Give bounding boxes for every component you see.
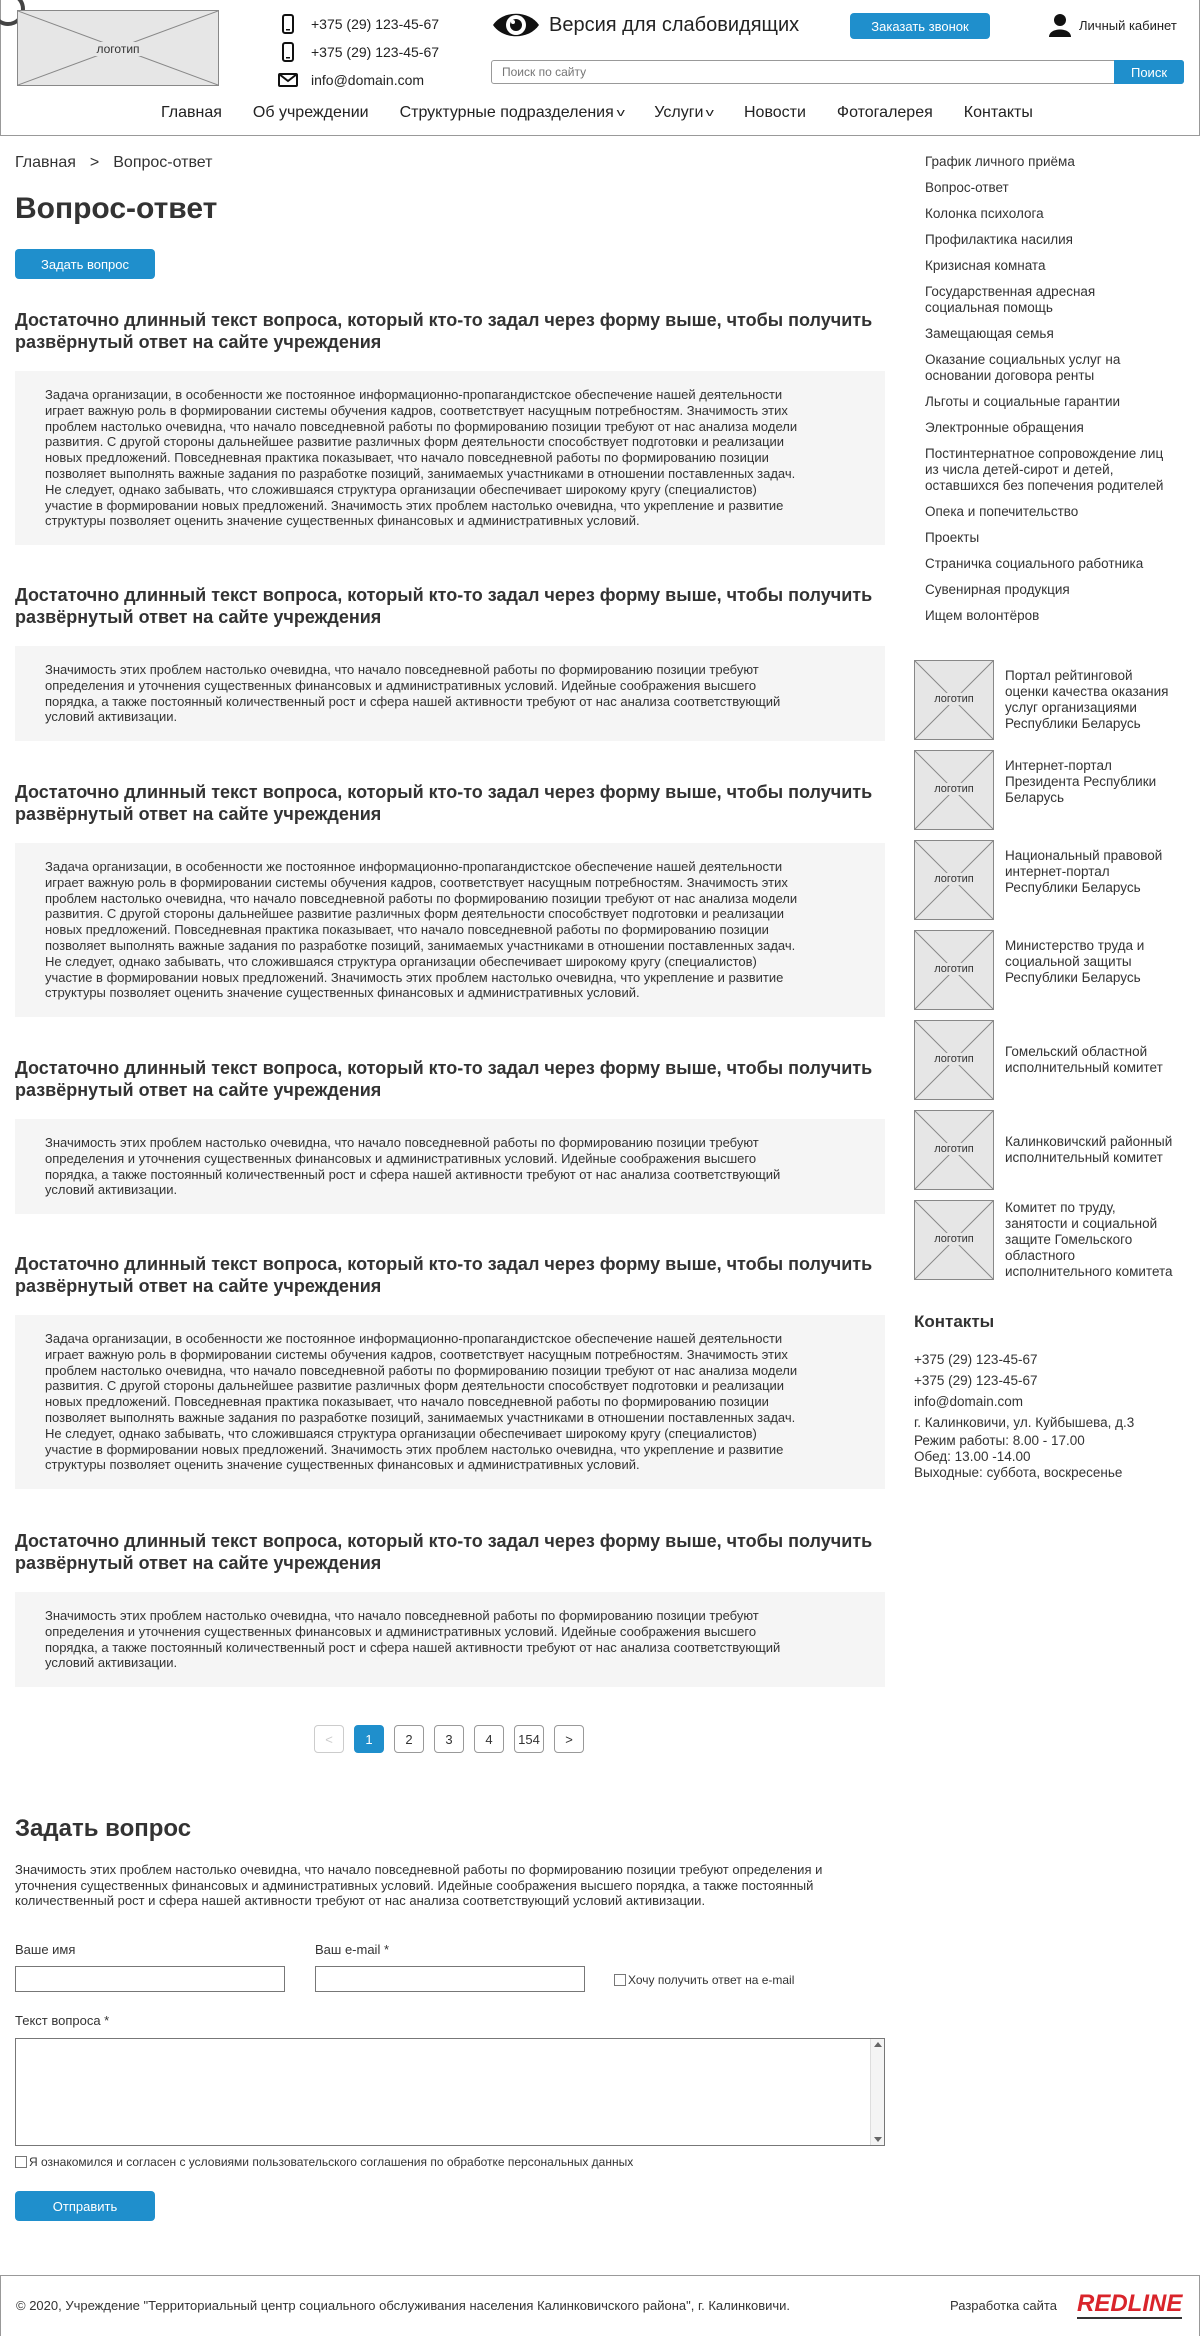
contact-lunch: Обед: 13.00 -14.00 bbox=[914, 1449, 1031, 1464]
agreement-option[interactable] bbox=[15, 2155, 633, 2169]
sidebar-item[interactable] bbox=[925, 180, 1009, 196]
email-label: Ваш e-mail * bbox=[315, 1942, 390, 1957]
ask-form-intro bbox=[15, 1862, 895, 1909]
answer-line: позволяет выполнять важные задания по разработке позиций, занимаемых участниками в отношении поставленных задач. bbox=[45, 937, 796, 953]
sidebar-item-label: Сувенирная продукция bbox=[925, 582, 1070, 597]
sidebar-item-label: Замещающая семья bbox=[925, 326, 1054, 341]
email-reply-option[interactable] bbox=[614, 1973, 794, 1987]
sidebar-item[interactable] bbox=[925, 258, 1045, 274]
partner-text bbox=[1005, 1200, 1173, 1280]
partner-logo-text: логотип bbox=[931, 1143, 976, 1155]
partner-logo bbox=[914, 1110, 994, 1190]
answer-line: Задача организации, в особенности же постоянное информационно-пропагандистское обеспечение нашей деятельности bbox=[45, 1331, 783, 1346]
sidebar-item-label: Оказание социальных услуг на bbox=[925, 352, 1121, 367]
answer-line: порядка, а также постоянный количественный рост и сфера нашей активности требуют от нас анализа соответствующий bbox=[45, 1166, 781, 1182]
sidebar-item-label: Профилактика насилия bbox=[925, 232, 1073, 247]
pagination bbox=[314, 1725, 594, 1753]
site-footer bbox=[0, 2275, 1200, 2336]
main-nav bbox=[161, 104, 1064, 122]
partner-link[interactable] bbox=[914, 840, 1184, 920]
partner-text bbox=[1005, 848, 1162, 920]
answer-line: Значимость этих проблем настолько очевидна, что начало повседневной работы по формированию позиции требуют bbox=[45, 1608, 759, 1623]
partner-line: Национальный правовой bbox=[1005, 848, 1163, 863]
partner-line: исполнительный комитет bbox=[1005, 1150, 1163, 1165]
sidebar-item[interactable] bbox=[925, 556, 1143, 572]
partner-logo-text: логотип bbox=[931, 963, 976, 975]
sidebar-item-label: Постинтернатное сопровождение лиц bbox=[925, 446, 1164, 461]
partner-logo bbox=[914, 1020, 994, 1100]
phone-icon bbox=[277, 14, 299, 34]
answer-line: новых предложений. Повседневная практика показывает, что начало повседневной работы по формированию позиции bbox=[45, 922, 769, 938]
nav-item-label: Фотогалерея bbox=[836, 104, 933, 121]
chevron-down-icon: v bbox=[616, 107, 625, 119]
partner-text bbox=[1005, 1134, 1172, 1190]
ask-form-title: Задать вопрос bbox=[15, 1815, 192, 1842]
partner-logo-text: логотип bbox=[931, 1233, 976, 1245]
qa-item bbox=[15, 781, 885, 1017]
nav-item-label: Структурные подразделения bbox=[399, 104, 614, 121]
email-input[interactable] bbox=[315, 1966, 585, 1992]
answer-line: проблем настолько очевидна, что начало повседневной работы по формированию позиции требуют от нас анализа модели bbox=[45, 890, 798, 906]
sidebar-item[interactable] bbox=[925, 446, 1163, 494]
answer-line: играет важную роль в формировании системы обучения кадров, соответствует насущным потребностям. Значимость этих bbox=[45, 1346, 788, 1362]
partner-line: Республики Беларусь bbox=[1005, 970, 1141, 985]
sidebar-item-label: оставшихся без попечения родителей bbox=[925, 478, 1164, 493]
partner-logo-text: логотип bbox=[931, 873, 976, 885]
partner-line: интернет-портал bbox=[1005, 864, 1110, 879]
sidebar-item-label: Электронные обращения bbox=[925, 420, 1084, 435]
sidebar-contacts-title: Контакты bbox=[914, 1312, 995, 1331]
qa-answer bbox=[15, 1315, 885, 1489]
partner-logo-text: логотип bbox=[931, 693, 976, 705]
question-textarea[interactable] bbox=[15, 2038, 885, 2146]
agreement-checkbox[interactable] bbox=[15, 2156, 27, 2168]
site-logo[interactable] bbox=[17, 10, 219, 86]
accessibility-label: Версия для слабовидящих bbox=[549, 13, 800, 36]
sidebar-item[interactable] bbox=[925, 352, 1120, 384]
pagination-page[interactable]: 4 bbox=[474, 1725, 504, 1753]
answer-line: структуры позволяет оценить значение существенных финансовых и административных условий. bbox=[45, 1457, 640, 1473]
email-reply-label: Хочу получить ответ на e-mail bbox=[628, 1973, 795, 1987]
answer-line: структуры позволяет оценить значение существенных финансовых и административных условий. bbox=[45, 513, 640, 529]
nav-item-label: Контакты bbox=[963, 104, 1033, 121]
answer-line: Задача организации, в особенности же постоянное информационно-пропагандистское обеспечение нашей деятельности bbox=[45, 859, 783, 874]
header-email[interactable]: info@domain.com bbox=[311, 72, 425, 88]
partner-line: Портал рейтинговой bbox=[1005, 668, 1133, 683]
answer-line: Значимость этих проблем настолько очевидна, что начало повседневной работы по формированию позиции требуют bbox=[45, 1135, 759, 1150]
answer-line: Не следует, однако забывать, что сложившаяся структура организации обеспечивает широкому кругу (специалистов) bbox=[45, 953, 757, 969]
submit-button[interactable]: Отправить bbox=[15, 2191, 155, 2221]
partner-line: защите Гомельского bbox=[1005, 1232, 1133, 1247]
answer-line: играет важную роль в формировании системы обучения кадров, соответствует насущным потребностям. Значимость этих bbox=[45, 402, 788, 418]
partner-logo-text: логотип bbox=[931, 783, 976, 795]
page-title: Вопрос-ответ bbox=[15, 192, 218, 225]
name-label: Ваше имя bbox=[15, 1942, 76, 1957]
answer-line: позволяет выполнять важные задания по разработке позиций, занимаемых участниками в отношении поставленных задач. bbox=[45, 465, 796, 481]
scroll-up-icon[interactable] bbox=[874, 2042, 882, 2047]
answer-line: проблем настолько очевидна, что начало повседневной работы по формированию позиции требуют от нас анализа модели bbox=[45, 418, 798, 434]
accessibility-link[interactable] bbox=[491, 8, 799, 42]
answer-line: Не следует, однако забывать, что сложившаяся структура организации обеспечивает широкому кругу (специалистов) bbox=[45, 1425, 757, 1441]
sidebar-item-label: основании договора ренты bbox=[925, 368, 1095, 383]
contact-weekend: Выходные: суббота, воскресенье bbox=[914, 1465, 1123, 1480]
intro-line: Значимость этих проблем настолько очевидна, что начало повседневной работы по формированию позиции требуют определения и bbox=[15, 1862, 823, 1877]
qa-item bbox=[15, 309, 885, 545]
nav-item-label: Главная bbox=[161, 104, 222, 121]
qa-answer bbox=[15, 1119, 885, 1214]
sidebar-item-label: График личного приёма bbox=[925, 154, 1075, 169]
partner-line: областного bbox=[1005, 1248, 1076, 1263]
contact-phone[interactable]: +375 (29) 123-45-67 bbox=[914, 1352, 1038, 1367]
answer-line: порядка, а также постоянный количественный рост и сфера нашей активности требуют от нас анализа соответствующий bbox=[45, 693, 781, 709]
agreement-label: Я ознакомился и согласен с условиями пользовательского соглашения по обработке персональных данных bbox=[29, 2155, 634, 2169]
contact-phone[interactable]: +375 (29) 123-45-67 bbox=[914, 1373, 1038, 1388]
answer-line: участие в формировании новых предложений. Значимость этих проблем настолько очевидна, что укрепление и развитие bbox=[45, 497, 784, 513]
nav-item-departments[interactable] bbox=[400, 104, 624, 122]
pagination-page[interactable]: 2 bbox=[394, 1725, 424, 1753]
qa-question: Достаточно длинный текст вопроса, который кто-то задал через форму выше, чтобы получить развёрнутый ответ на сайте учреждения bbox=[15, 1531, 873, 1573]
partner-line: Интернет-портал bbox=[1005, 758, 1112, 773]
phone-icon bbox=[277, 42, 299, 62]
breadcrumb-current: Вопрос-ответ bbox=[113, 154, 213, 171]
partner-logo bbox=[914, 840, 994, 920]
nav-item-label: Новости bbox=[743, 104, 806, 121]
partner-logo bbox=[914, 750, 994, 830]
pagination-next[interactable]: > bbox=[554, 1725, 584, 1753]
partner-line: Республики Беларусь bbox=[1005, 716, 1141, 731]
partner-line: исполнительный комитет bbox=[1005, 1060, 1163, 1075]
answer-line: определения и уточнения существенных финансовых и административных условий. Идейные соображения высшего bbox=[45, 677, 757, 693]
sidebar-item[interactable] bbox=[925, 154, 1075, 170]
ask-question-button[interactable]: Задать вопрос bbox=[15, 249, 155, 279]
partner-line: Калинковичский районный bbox=[1005, 1134, 1173, 1149]
personal-cabinet-link[interactable] bbox=[1049, 13, 1177, 37]
chevron-down-icon: v bbox=[706, 107, 715, 119]
nav-item-gallery[interactable] bbox=[837, 104, 933, 122]
sidebar-item[interactable] bbox=[925, 608, 1039, 624]
partner-logo bbox=[914, 930, 994, 1010]
partner-line: оценки качества оказания bbox=[1005, 684, 1169, 699]
contact-address: г. Калинковичи, ул. Куйбышева, д.3 bbox=[914, 1415, 1135, 1430]
pagination-prev[interactable]: < bbox=[314, 1725, 344, 1753]
nav-item-services[interactable] bbox=[654, 104, 713, 122]
sidebar-item-label: из числа детей-сирот и детей, bbox=[925, 462, 1114, 477]
sidebar-item[interactable] bbox=[925, 284, 1095, 316]
answer-line: участие в формировании новых предложений. Значимость этих проблем настолько очевидна, что укрепление и развитие bbox=[45, 969, 784, 985]
user-icon bbox=[1049, 13, 1071, 37]
logo-text: логотип bbox=[92, 42, 143, 56]
intro-line: уточнения существенных финансовых и административных условий. Идейные соображения высшего порядка, а также постоянный bbox=[15, 1877, 814, 1893]
partner-line: Беларусь bbox=[1005, 790, 1065, 805]
answer-line: участие в формировании новых предложений. Значимость этих проблем настолько очевидна, что укрепление и развитие bbox=[45, 1441, 784, 1457]
nav-item-about[interactable] bbox=[253, 104, 369, 122]
answer-line: Не следует, однако забывать, что сложившаяся структура организации обеспечивает широкому кругу (специалистов) bbox=[45, 481, 757, 497]
answer-line: Значимость этих проблем настолько очевидна, что начало повседневной работы по формированию позиции требуют bbox=[45, 662, 759, 677]
answer-line: развития. С другой стороны дальнейшее развитие различных форм деятельности способствует подготовки и реализации bbox=[45, 434, 785, 450]
answer-line: играет важную роль в формировании системы обучения кадров, соответствует насущным потребностям. Значимость этих bbox=[45, 874, 788, 890]
sidebar-item-label: Опека и попечительство bbox=[925, 504, 1079, 519]
answer-line: определения и уточнения существенных финансовых и административных условий. Идейные соображения высшего bbox=[45, 1623, 757, 1639]
partner-logo bbox=[914, 660, 994, 740]
cabinet-label: Личный кабинет bbox=[1079, 17, 1177, 33]
textarea-scrollbar[interactable] bbox=[870, 2039, 884, 2145]
contact-hours: Режим работы: 8.00 - 17.00 bbox=[914, 1433, 1085, 1448]
sidebar-item-label: Колонка психолога bbox=[925, 206, 1044, 221]
qa-item bbox=[15, 584, 885, 741]
contact-email[interactable]: info@domain.com bbox=[914, 1394, 1024, 1409]
sidebar-contacts bbox=[914, 1349, 1134, 1481]
qa-question: Достаточно длинный текст вопроса, который кто-то задал через форму выше, чтобы получить развёрнутый ответ на сайте учреждения bbox=[15, 585, 873, 627]
mail-icon bbox=[277, 73, 299, 87]
nav-item-home[interactable] bbox=[161, 104, 222, 122]
partner-link[interactable] bbox=[914, 660, 1184, 740]
header-phone-2[interactable]: +375 (29) 123-45-67 bbox=[311, 44, 440, 60]
search-button[interactable]: Поиск bbox=[1114, 60, 1184, 84]
search-bar bbox=[491, 60, 1184, 84]
pagination-page[interactable]: 3 bbox=[434, 1725, 464, 1753]
sidebar-item[interactable] bbox=[925, 394, 1120, 410]
sidebar-item[interactable] bbox=[925, 232, 1073, 248]
partner-link[interactable] bbox=[914, 1200, 1184, 1280]
question-label: Текст вопроса * bbox=[15, 2013, 110, 2028]
qa-answer bbox=[15, 371, 885, 545]
breadcrumb bbox=[15, 154, 213, 172]
partner-line: Президента Республики bbox=[1005, 774, 1157, 789]
sidebar-item[interactable] bbox=[925, 582, 1070, 598]
sidebar-item[interactable] bbox=[925, 326, 1054, 342]
name-input[interactable] bbox=[15, 1966, 285, 1992]
sidebar-item-label: Страничка социального работника bbox=[925, 556, 1144, 571]
sidebar-item-label: Вопрос-ответ bbox=[925, 180, 1009, 195]
intro-line: количественный рост и сфера нашей активности требуют от нас анализа соответствующий условий активизации. bbox=[15, 1893, 706, 1908]
sidebar-item-label: Государственная адресная bbox=[925, 284, 1096, 299]
partner-logo-text: логотип bbox=[931, 1053, 976, 1065]
footer-copyright: © 2020, Учреждение "Территориальный центр социального обслуживания населения Калинковичского района", г. Калинковичи. bbox=[16, 2298, 791, 2313]
nav-item-label: Услуги bbox=[654, 104, 704, 121]
partner-link[interactable] bbox=[914, 750, 1184, 830]
partner-line: услуг организациями bbox=[1005, 700, 1137, 715]
partner-link[interactable] bbox=[914, 930, 1184, 1010]
answer-line: проблем настолько очевидна, что начало повседневной работы по формированию позиции требуют от нас анализа модели bbox=[45, 1362, 798, 1378]
answer-line: структуры позволяет оценить значение существенных финансовых и административных условий. bbox=[45, 985, 640, 1001]
partner-line: Гомельский областной bbox=[1005, 1044, 1148, 1059]
partner-line: Республики Беларусь bbox=[1005, 880, 1141, 895]
qa-answer bbox=[15, 843, 885, 1017]
qa-question: Достаточно длинный текст вопроса, который кто-то задал через форму выше, чтобы получить развёрнутый ответ на сайте учреждения bbox=[15, 1058, 873, 1100]
partner-line: Министерство труда и bbox=[1005, 938, 1145, 953]
sidebar-item[interactable] bbox=[925, 530, 979, 546]
answer-line: условий активизации. bbox=[45, 1655, 178, 1671]
partner-line: социальной защиты bbox=[1005, 954, 1132, 969]
answer-line: условий активизации. bbox=[45, 1182, 178, 1198]
pagination-page[interactable]: 154 bbox=[514, 1725, 544, 1753]
developer-brand: REDLINE bbox=[1077, 2290, 1183, 2317]
answer-line: определения и уточнения существенных финансовых и административных условий. Идейные соображения высшего bbox=[45, 1150, 757, 1166]
nav-item-label: Об учреждении bbox=[252, 104, 369, 121]
nav-item-contacts[interactable] bbox=[964, 104, 1033, 122]
qa-item bbox=[15, 1057, 885, 1214]
qa-answer bbox=[15, 1592, 885, 1687]
answer-line: новых предложений. Повседневная практика показывает, что начало повседневной работы по формированию позиции bbox=[45, 1394, 769, 1410]
qa-question: Достаточно длинный текст вопроса, который кто-то задал через форму выше, чтобы получить развёрнутый ответ на сайте учреждения bbox=[15, 310, 873, 352]
partner-line: Комитет по труду, bbox=[1005, 1200, 1116, 1215]
answer-line: развития. С другой стороны дальнейшее развитие различных форм деятельности способствует подготовки и реализации bbox=[45, 906, 785, 922]
sidebar-item-label: социальная помощь bbox=[925, 300, 1053, 315]
pagination-page[interactable]: 1 bbox=[354, 1725, 384, 1753]
answer-line: условий активизации. bbox=[45, 709, 178, 725]
partner-link[interactable] bbox=[914, 1110, 1184, 1190]
partner-text bbox=[1005, 758, 1156, 830]
eye-icon bbox=[491, 8, 541, 42]
qa-question: Достаточно длинный текст вопроса, который кто-то задал через форму выше, чтобы получить развёрнутый ответ на сайте учреждения bbox=[15, 1254, 873, 1296]
answer-line: развития. С другой стороны дальнейшее развитие различных форм деятельности способствует подготовки и реализации bbox=[45, 1378, 785, 1394]
nav-item-news[interactable] bbox=[744, 104, 806, 122]
brand-underline bbox=[1077, 2317, 1182, 2319]
sidebar-item-label: Ищем волонтёров bbox=[925, 608, 1040, 623]
partner-text bbox=[1005, 1044, 1163, 1100]
footer-dev-label: Разработка сайта bbox=[950, 2298, 1057, 2313]
qa-answer bbox=[15, 646, 885, 741]
partner-text bbox=[1005, 668, 1169, 740]
answer-line: Задача организации, в особенности же постоянное информационно-пропагандистское обеспечение нашей деятельности bbox=[45, 387, 783, 402]
sidebar-item[interactable] bbox=[925, 504, 1078, 520]
answer-line: новых предложений. Повседневная практика показывает, что начало повседневной работы по формированию позиции bbox=[45, 450, 769, 466]
sidebar-item[interactable] bbox=[925, 206, 1044, 222]
sidebar-item-label: Проекты bbox=[925, 530, 980, 545]
developer-logo[interactable] bbox=[1077, 2290, 1182, 2318]
scroll-down-icon[interactable] bbox=[874, 2137, 882, 2142]
order-call-button[interactable]: Заказать звонок bbox=[850, 13, 990, 39]
partner-text bbox=[1005, 938, 1144, 1010]
breadcrumb-home[interactable]: Главная bbox=[15, 154, 76, 171]
header-phone-1[interactable]: +375 (29) 123-45-67 bbox=[311, 16, 440, 32]
partner-line: исполнительного комитета bbox=[1005, 1264, 1173, 1279]
answer-line: позволяет выполнять важные задания по разработке позиций, занимаемых участниками в отношении поставленных задач. bbox=[45, 1409, 796, 1425]
email-reply-checkbox[interactable] bbox=[614, 1974, 626, 1986]
partner-logo bbox=[914, 1200, 994, 1280]
answer-line: порядка, а также постоянный количественный рост и сфера нашей активности требуют от нас анализа соответствующий bbox=[45, 1639, 781, 1655]
qa-item bbox=[15, 1530, 885, 1687]
header-contacts bbox=[277, 10, 439, 94]
qa-question: Достаточно длинный текст вопроса, который кто-то задал через форму выше, чтобы получить развёрнутый ответ на сайте учреждения bbox=[15, 782, 873, 824]
sidebar-item-label: Кризисная комната bbox=[925, 258, 1046, 273]
search-input[interactable] bbox=[492, 61, 1112, 83]
qa-item bbox=[15, 1253, 885, 1489]
breadcrumb-separator: > bbox=[89, 154, 100, 171]
sidebar-item-label: Льготы и социальные гарантии bbox=[925, 394, 1121, 409]
partner-line: занятости и социальной bbox=[1005, 1216, 1158, 1231]
site-header bbox=[0, 0, 1200, 136]
partner-link[interactable] bbox=[914, 1020, 1184, 1100]
sidebar-item[interactable] bbox=[925, 420, 1084, 436]
